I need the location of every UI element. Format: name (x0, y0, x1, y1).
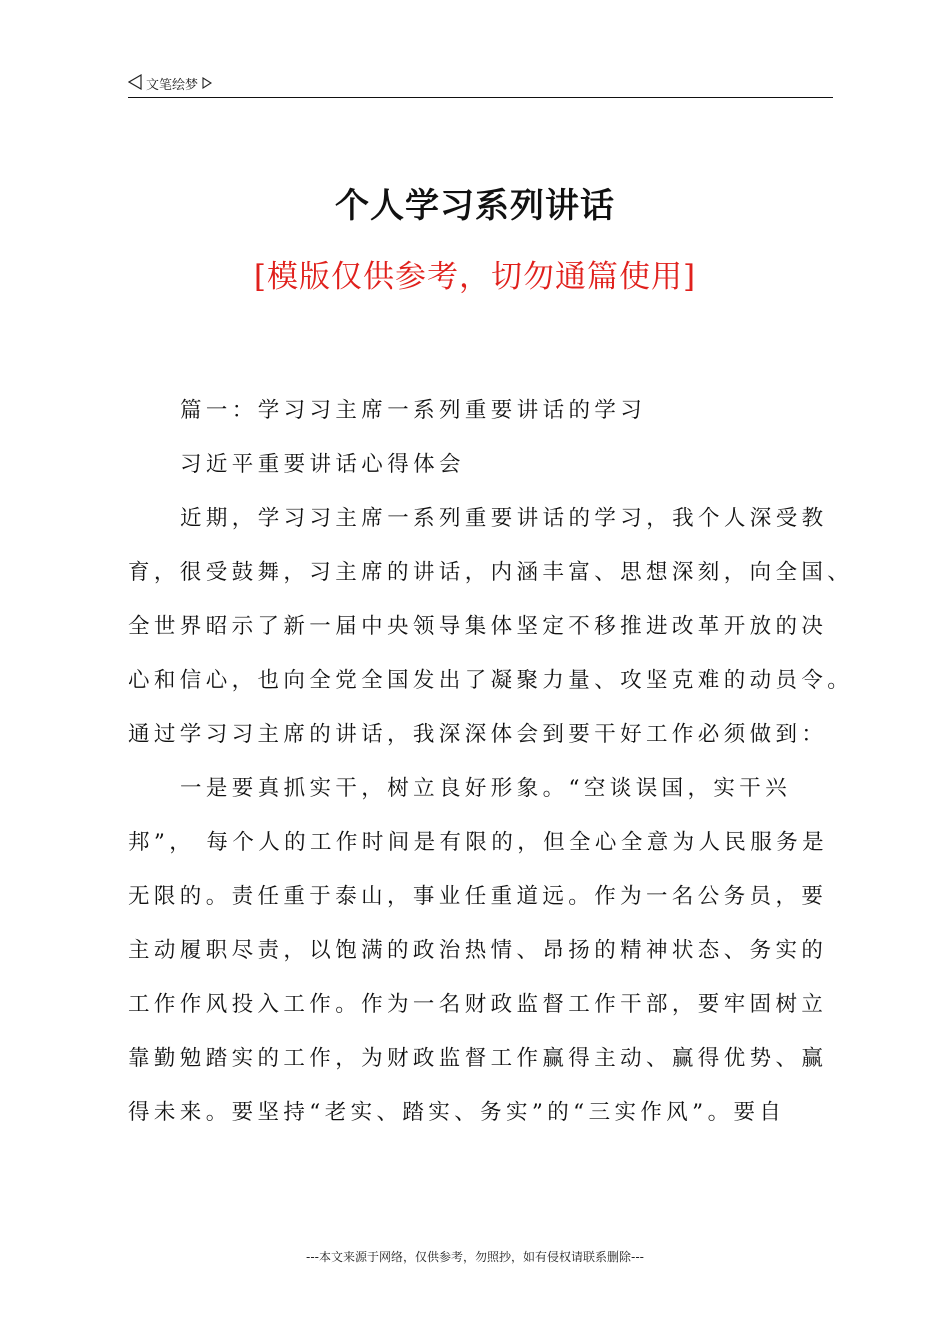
body-line: 全世界昭示了新一届中央领导集体坚定不移推进改革开放的决 (128, 614, 828, 639)
page-footer: ---本文来源于网络，仅供参考，勿照抄，如有侵权请联系删除--- (306, 1250, 644, 1264)
document-title: 个人学习系列讲话 (335, 186, 615, 226)
body-line: 无限的。责任重于泰山，事业任重道远。作为一名公务员，要 (128, 884, 828, 909)
document-body (128, 384, 854, 1140)
header-brand-text: 文笔绘梦 (146, 78, 199, 93)
triangle-left-icon (128, 74, 142, 98)
header-brand (128, 74, 212, 98)
body-line: 篇一：学习习主席一系列重要讲话的学习 (180, 398, 647, 423)
triangle-right-icon (202, 75, 212, 97)
header-divider (128, 97, 833, 98)
body-line: 工作作风投入工作。作为一名财政监督工作干部，要牢固树立 (128, 992, 828, 1017)
body-line: 一是要真抓实干，树立良好形象。“空谈误国，实干兴 (180, 776, 792, 801)
body-line: 通过学习习主席的讲话，我深深体会到要干好工作必须做到： (128, 722, 828, 747)
body-line: 靠勤勉踏实的工作，为财政监督工作赢得主动、赢得优势、赢 (128, 1046, 828, 1071)
body-line: 习近平重要讲话心得体会 (180, 452, 465, 477)
body-line: 心和信心，也向全党全国发出了凝聚力量、攻坚克难的动员令。 (128, 668, 854, 693)
page-header (128, 74, 832, 98)
document-subtitle: [模版仅供参考，切勿通篇使用] (253, 259, 697, 295)
body-line: 近期，学习习主席一系列重要讲话的学习，我个人深受教 (180, 506, 828, 531)
body-line: 主动履职尽责，以饱满的政治热情、昂扬的精神状态、务实的 (128, 938, 828, 963)
body-line: 得未来。要坚持“老实、踏实、务实”的“三实作风”。要自 (128, 1100, 786, 1125)
body-line: 育，很受鼓舞，习主席的讲话，内涵丰富、思想深刻，向全国、 (128, 560, 854, 585)
body-line: 邦”， 每个人的工作时间是有限的，但全心全意为人民服务是 (128, 830, 829, 855)
